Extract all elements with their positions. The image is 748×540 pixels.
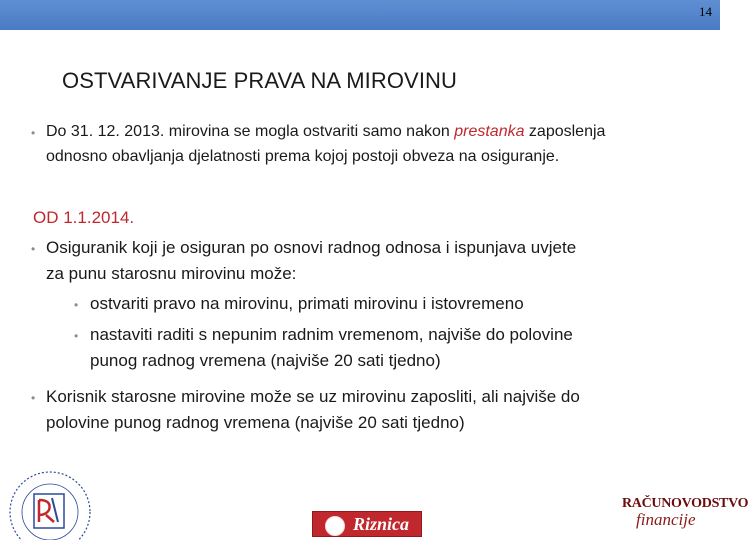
sub-bullet-2-line-2: punog radnog vremena (najviše 20 sati tjedno) <box>90 351 441 370</box>
bullet-1-line-1: Osiguranik koji je osiguran po osnovi radnog odnosa i ispunjava uvjete <box>46 238 577 257</box>
sub-bullet-dot: • <box>74 329 79 343</box>
bullet-2-line-2: polovine punog radnog vremena (najviše 20 sati tjedno) <box>46 413 465 432</box>
bullet-dot: • <box>31 242 36 256</box>
racunovodstvo-logo-top: RAČUNOVODSTVO <box>622 496 748 511</box>
bullet-dot: • <box>31 126 36 140</box>
institution-seal-logo <box>2 460 102 540</box>
riznica-logo-text: Riznica <box>353 514 410 534</box>
sub-bullet-1: ostvariti pravo na mirovinu, primati mirovinu i istovremeno <box>90 294 524 313</box>
bullet-2-line-1: Korisnik starosne mirovine može se uz mirovinu zaposliti, ali najviše do <box>46 387 580 406</box>
racunovodstvo-logo <box>622 496 748 538</box>
slide-title: OSTVARIVANJE PRAVA NA MIROVINU <box>62 68 458 93</box>
intro-text-before: Do 31. 12. 2013. mirovina se mogla ostvariti samo nakon <box>46 123 455 140</box>
intro-line-1 <box>46 120 605 144</box>
intro-line-2: odnosno obavljanja djelatnosti prema kojoj postoji obveza na osiguranje. <box>46 148 560 165</box>
intro-text-highlight: prestanka <box>454 123 525 140</box>
section-heading: OD 1.1.2014. <box>33 208 135 227</box>
sub-bullet-dot: • <box>74 298 79 312</box>
header-bar <box>0 0 720 30</box>
bullet-dot: • <box>31 391 36 405</box>
page-number: 14 <box>699 4 712 19</box>
bullet-1-line-2: za punu starosnu mirovinu može: <box>46 264 297 283</box>
riznica-logo <box>312 511 422 537</box>
riznica-emblem-icon <box>325 516 345 536</box>
racunovodstvo-logo-bottom: financije <box>636 510 696 529</box>
sub-bullet-2-line-1: nastaviti raditi s nepunim radnim vremenom, najviše do polovine <box>90 325 573 344</box>
intro-text-after: zaposlenja <box>524 123 606 140</box>
